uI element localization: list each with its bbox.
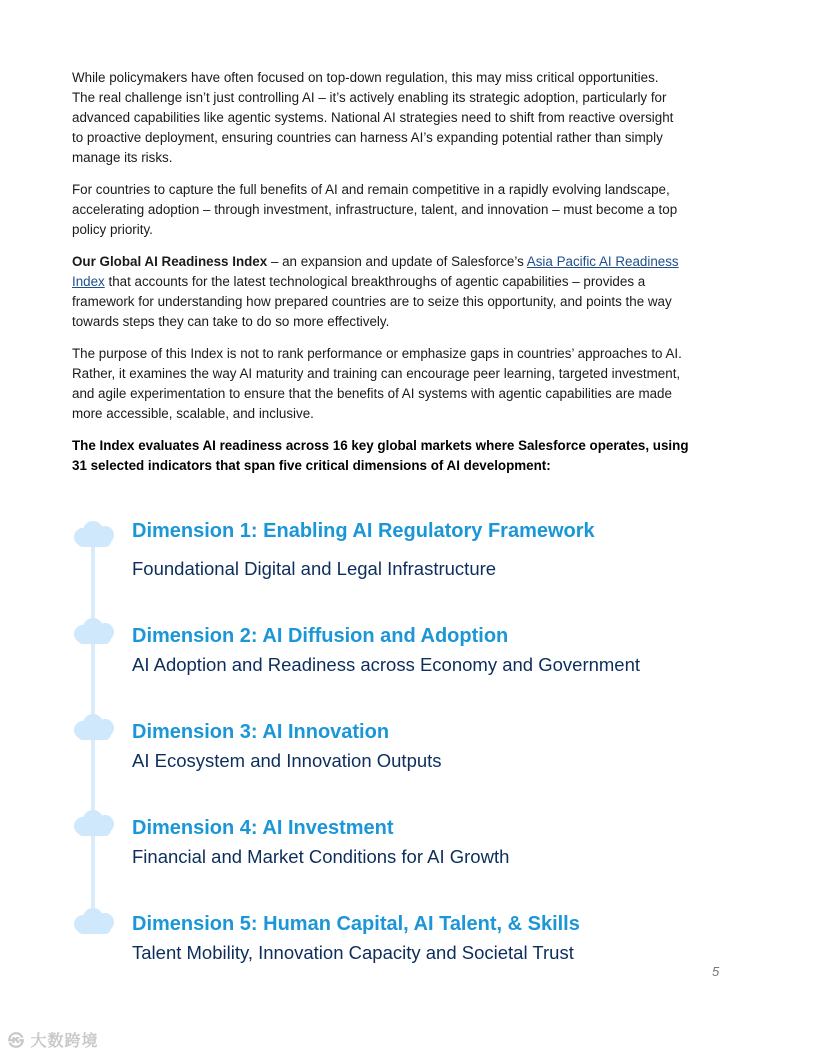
dimension-5-subtitle: Talent Mobility, Innovation Capacity and Societal Trust — [132, 942, 574, 963]
watermark-logo — [8, 1028, 98, 1051]
cloud-icon — [71, 713, 117, 743]
dimension-4-title: Dimension 4: AI Investment — [132, 817, 394, 839]
dimension-5-title: Dimension 5: Human Capital, AI Talent, & Skills — [132, 913, 580, 935]
dimension-3-title: Dimension 3: AI Innovation — [132, 721, 390, 743]
dimension-1-title: Dimension 1: Enabling AI Regulatory Framework — [132, 520, 595, 542]
cloud-icon — [71, 809, 117, 839]
purpose-paragraph: The purpose of this Index is not to rank performance or emphasize gaps in countries’ approaches to AI. Rather, it examines the way AI maturity and training can encourage peer learning, targeted investment, and agile experimentation to ensure that the benefits of AI systems with agentic capabilities are made more accessible, scalable, and inclusive. — [72, 346, 682, 421]
priority-paragraph: For countries to capture the full benefits of AI and remain competitive in a rapidly evolving landscape, accelerating adoption – through investment, infrastructure, talent, and innovation – must become a top policy priority. — [72, 182, 678, 237]
dimension-1-subtitle: Foundational Digital and Legal Infrastructure — [132, 558, 497, 579]
dimension-2-title: Dimension 2: AI Diffusion and Adoption — [132, 625, 509, 647]
dimensions-lead: The Index evaluates AI readiness across 16 key global markets where Salesforce operates, using 31 selected indicators that span five critical dimensions of AI development: — [72, 438, 689, 473]
index-text-a: – an expansion and update of Salesforce’s — [267, 254, 527, 269]
index-name: Our Global AI Readiness Index — [72, 254, 268, 269]
dimension-2-subtitle: AI Adoption and Readiness across Economy and Government — [132, 654, 641, 675]
intro-paragraph: While policymakers have often focused on top-down regulation, this may miss critical opportunities. The real challenge isn’t just controlling AI – it’s actively enabling its strategic adoption, particularly for advanced capabilities like agentic systems. National AI strategies need to shift from reactive oversight to proactive deployment, ensuring countries can harness AI’s expanding potential rather than simply manage its risks. — [72, 70, 674, 165]
cloud-icon — [71, 520, 117, 550]
cloud-icon — [71, 907, 117, 937]
watermark-text: 大数跨境 — [30, 1033, 99, 1050]
watermark-glyph-icon: ㉿ — [8, 1033, 26, 1050]
page-number: 5 — [712, 964, 720, 979]
cloud-icon — [71, 617, 117, 647]
dimension-4-subtitle: Financial and Market Conditions for AI Growth — [132, 846, 510, 867]
index-text-b: that accounts for the latest technological breakthroughs of agentic capabilities – provides a framework for understanding how prepared countries are to seize this opportunity, and points the way towards steps they can take to do so more effectively. — [72, 274, 672, 329]
dimension-3-subtitle: AI Ecosystem and Innovation Outputs — [132, 750, 442, 771]
asia-pacific-index-link[interactable]: Asia Pacific AI Readiness Index — [72, 254, 679, 289]
index-paragraph — [72, 252, 684, 332]
